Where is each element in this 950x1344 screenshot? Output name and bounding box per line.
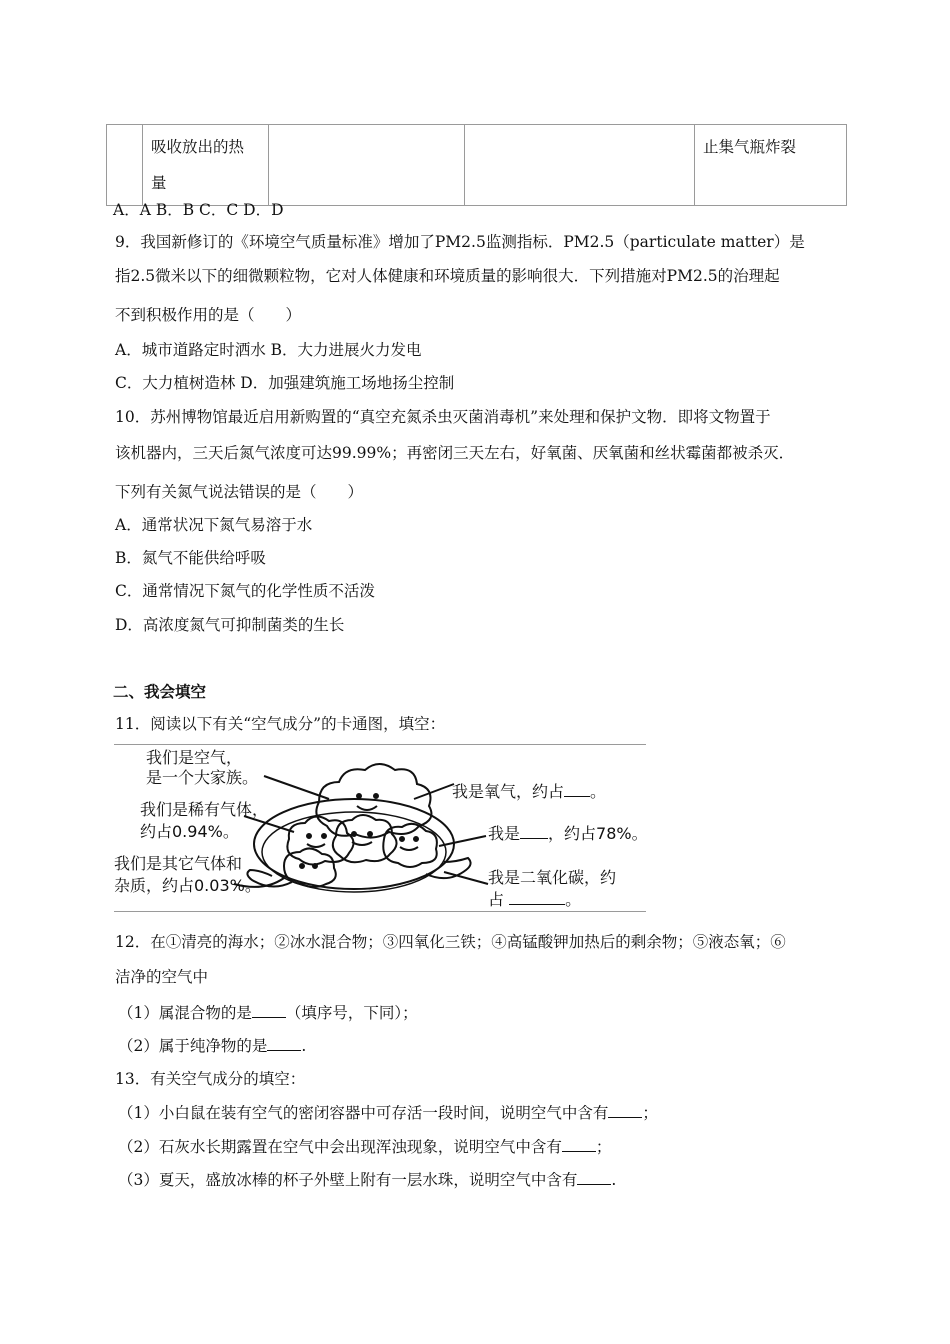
table-cell [465, 125, 695, 206]
q13-sub1-blank [608, 1103, 642, 1118]
bubble-co2-line2: 占 。 [488, 890, 582, 909]
q12-sub2: （2）属于纯净物的是 . [118, 1037, 307, 1055]
bubble-oxygen: 我是氧气，约占 。 [452, 782, 607, 801]
table-cell [269, 125, 465, 206]
q9-options-ab: A．城市道路定时洒水 B．大力进展火力发电 [115, 341, 422, 359]
q8-options: A．A B．B C．C D．D [113, 201, 284, 219]
bubble-nitrogen: 我是 ，约占78%。 [488, 824, 648, 843]
rare-gas-cloud-shape [287, 816, 353, 864]
bubble-other-gases-line2: 杂质，约占0.03%。 [114, 876, 261, 895]
bubble-air-family-line1: 我们是空气， [146, 748, 243, 767]
q10-option-c: C．通常情况下氮气的化学性质不活泼 [115, 582, 375, 600]
q11-stem: 11．阅读以下有关“空气成分”的卡通图，填空： [115, 715, 446, 733]
q12-sub2-blank [267, 1036, 301, 1051]
q10-option-d: D．高浓度氮气可抑制菌类的生长 [115, 616, 345, 634]
q13-sub3-blank [577, 1170, 611, 1185]
bubble-co2-line1: 我是二氧化碳，约 [488, 868, 617, 887]
nitrogen-blank [520, 824, 548, 839]
air-composition-cartoon [114, 744, 646, 912]
q13-sub2: （2）石灰水长期露置在空气中会出现浑浊现象，说明空气中含有 ； [118, 1138, 612, 1156]
q9-line1: 9．我国新修订的《环境空气质量标准》增加了PM2.5监测指标．PM2.5（particulate matter）是 [115, 233, 805, 251]
answer-table-fragment [106, 124, 847, 206]
q10-option-a: A．通常状况下氮气易溶于水 [115, 516, 313, 534]
co2-blank [509, 890, 565, 905]
other-gases-cloud-shape [284, 848, 336, 887]
q10-line3: 下列有关氮气说法错误的是（ ） [115, 483, 364, 501]
q9-options-cd: C．大力植树造林 D．加强建筑施工场地扬尘控制 [115, 374, 455, 392]
q13-sub2-blank [562, 1137, 596, 1152]
table-row [107, 125, 847, 206]
q9-line3: 不到积极作用的是（ ） [115, 306, 302, 324]
oxygen-blank [564, 782, 590, 797]
bubble-rare-gas-line2: 约占0.94%。 [140, 822, 239, 841]
q12-sub1-blank [252, 1003, 286, 1018]
q10-option-b: B．氮气不能供给呼吸 [115, 549, 266, 567]
bubble-rare-gas-line1: 我们是稀有气体， [140, 800, 269, 819]
q10-line1: 10．苏州博物馆最近启用新购置的“真空充氮杀虫灭菌消毒机”来处理和保护文物．即将文物置于 [115, 408, 771, 426]
q13-sub1: （1）小白鼠在装有空气的密闭容器中可存活一段时间，说明空气中含有 ； [118, 1104, 658, 1122]
q12-line1: 12．在①清亮的海水；②冰水混合物；③四氧化三铁；④高锰酸钾加热后的剩余物；⑤液态氧；⑥ [115, 933, 786, 951]
q13-stem: 13．有关空气成分的填空： [115, 1070, 306, 1088]
q12-line2: 洁净的空气中 [115, 968, 209, 986]
table-cell-prevent-burst: 止集气瓶炸裂 [695, 125, 847, 206]
section-heading: 二、我会填空 [113, 683, 207, 701]
q13-sub3: （3）夏天，盛放冰棒的杯子外壁上附有一层水珠，说明空气中含有 . [118, 1171, 617, 1189]
bubble-air-family-line2: 是一个大家族。 [146, 768, 259, 787]
q12-sub1: （1）属混合物的是 （填序号，下同）； [118, 1004, 418, 1022]
q9-line2: 指2.5微米以下的细微颗粒物，它对人体健康和环境质量的影响很大．下列措施对PM2.5的治理起 [115, 267, 780, 285]
bubble-other-gases-line1: 我们是其它气体和 [114, 854, 243, 873]
nitrogen-cloud-shape [333, 815, 397, 862]
table-cell-absorb-heat: 吸收放出的热 量 [143, 125, 269, 206]
q10-line2: 该机器内，三天后氮气浓度可达99.99%；再密闭三天左右，好氧菌、厌氧菌和丝状霉菌都被杀灭． [115, 444, 795, 462]
table-cell [107, 125, 143, 206]
